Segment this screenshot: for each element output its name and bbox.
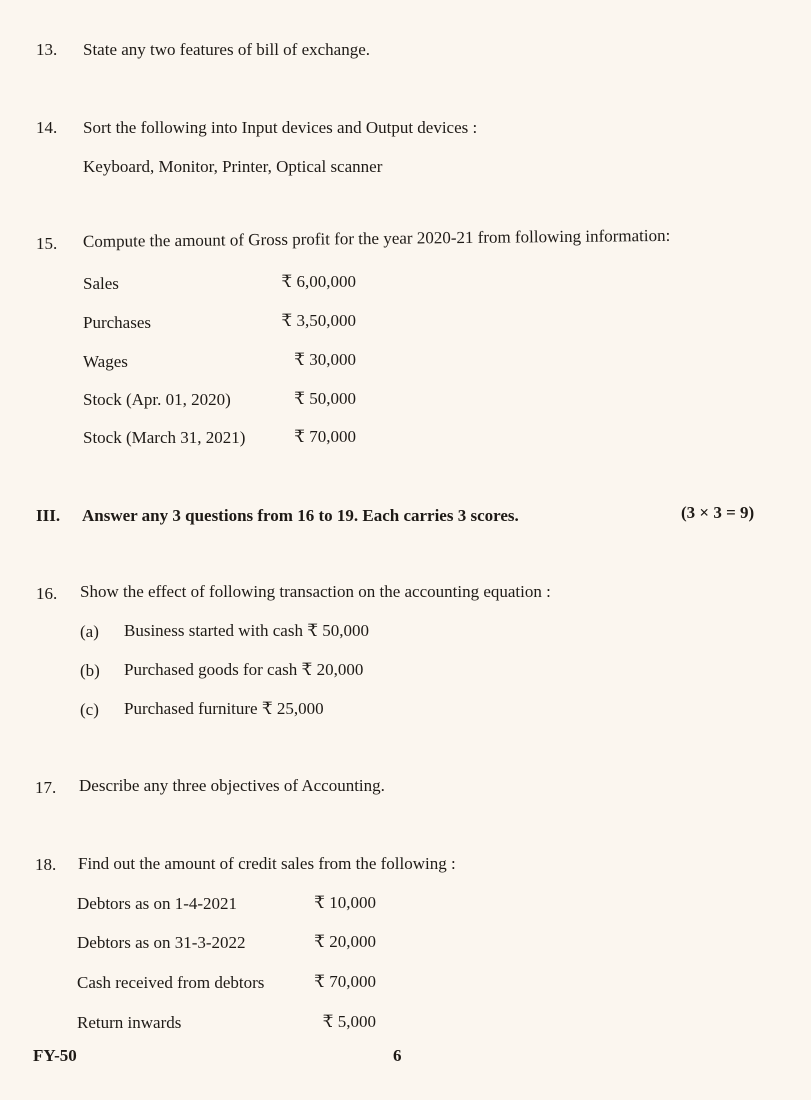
q18-row-value: ₹ 20,000 [314, 932, 376, 951]
question-17-text: Describe any three objectives of Accounting. [79, 776, 385, 795]
q15-row-value: ₹ 6,00,000 [281, 272, 356, 291]
question-16-text: Show the effect of following transaction on the accounting equation : [80, 582, 551, 601]
q18-row-label: Return inwards [77, 1013, 182, 1032]
q16-part-label: (b) [80, 661, 100, 680]
question-13-text: State any two features of bill of exchange. [83, 40, 371, 59]
q18-row-value: ₹ 5,000 [322, 1012, 376, 1031]
q15-row-label: Purchases [83, 313, 151, 332]
question-14-text: Sort the following into Input devices and Output devices : [83, 118, 478, 137]
q16-part-text: Purchased furniture ₹ 25,000 [124, 699, 324, 718]
question-15-number: 15. [36, 234, 58, 253]
question-13-number: 13. [36, 40, 58, 59]
q15-row-label: Sales [83, 274, 119, 293]
section-3-marks: (3 × 3 = 9) [681, 503, 755, 522]
question-14-number: 14. [36, 118, 58, 137]
q15-row-value: ₹ 70,000 [294, 427, 356, 446]
q15-row-value: ₹ 3,50,000 [281, 311, 356, 330]
section-3-roman: III. [36, 506, 61, 525]
q16-part-label: (a) [80, 622, 99, 641]
q15-row-value: ₹ 50,000 [294, 389, 356, 408]
q15-row-label: Stock (Apr. 01, 2020) [83, 390, 231, 409]
footer-code: FY-50 [33, 1046, 77, 1065]
question-18-number: 18. [35, 855, 57, 874]
q18-row-label: Cash received from debtors [77, 973, 265, 992]
q15-row-label: Wages [83, 352, 128, 371]
q18-row-label: Debtors as on 31-3-2022 [77, 933, 246, 952]
page-number: 6 [393, 1046, 402, 1065]
q16-part-label: (c) [80, 700, 99, 719]
question-18-text: Find out the amount of credit sales from the following : [78, 854, 456, 873]
question-14-items: Keyboard, Monitor, Printer, Optical scanner [83, 157, 383, 176]
q15-row-label: Stock (March 31, 2021) [83, 428, 246, 447]
question-17-number: 17. [35, 778, 57, 797]
q18-row-label: Debtors as on 1-4-2021 [77, 894, 238, 913]
q18-row-value: ₹ 10,000 [314, 893, 376, 912]
q18-row-value: ₹ 70,000 [314, 972, 376, 991]
section-3-instruction: Answer any 3 questions from 16 to 19. Each carries 3 scores. [82, 506, 519, 525]
q15-row-value: ₹ 30,000 [294, 350, 356, 369]
question-15-text: Compute the amount of Gross profit for the year 2020-21 from following information: [82, 225, 671, 251]
q16-part-text: Purchased goods for cash ₹ 20,000 [124, 660, 364, 679]
question-16-number: 16. [36, 584, 58, 603]
q16-part-text: Business started with cash ₹ 50,000 [124, 621, 370, 640]
